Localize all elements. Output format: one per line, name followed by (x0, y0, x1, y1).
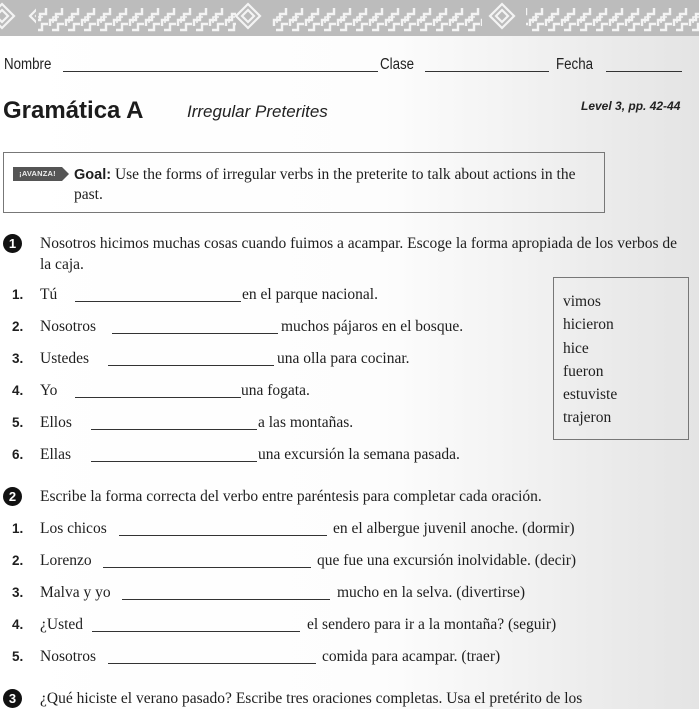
answer-blank[interactable] (75, 397, 241, 398)
word-bank-item: estuviste (563, 386, 618, 403)
answer-blank[interactable] (108, 365, 274, 366)
name-label: Nombre (4, 56, 52, 73)
goal-box (3, 152, 605, 213)
class-label: Clase (380, 56, 415, 73)
answer-blank[interactable] (91, 429, 257, 430)
page-title: Gramática A (3, 97, 144, 124)
word-bank-box (553, 277, 689, 440)
word-bank-item: trajeron (563, 409, 612, 426)
goal-description: Use the forms of irregular verbs in the preterite to talk about actions in the past. (74, 166, 576, 203)
name-field[interactable] (63, 56, 378, 72)
word-bank-item: vimos (563, 293, 601, 310)
answer-blank[interactable] (122, 599, 330, 600)
date-label: Fecha (556, 56, 594, 73)
answer-blank[interactable] (92, 631, 300, 632)
level-reference: Level 3, pp. 42-44 (581, 99, 681, 113)
answer-blank[interactable] (119, 535, 327, 536)
goal-text (74, 165, 599, 205)
word-bank-item: hice (563, 340, 589, 357)
word-bank-item: hicieron (563, 316, 614, 333)
greek-key-pattern-icon (0, 0, 699, 36)
decorative-border (0, 0, 699, 36)
answer-blank[interactable] (112, 333, 278, 334)
activity-2-instructions: Escribe la forma correcta del verbo entre paréntesis para completar cada oración. (40, 488, 542, 505)
activity-3-instructions: ¿Qué hiciste el verano pasado? Escribe tres oraciones completas. Usa el pretérito de los (40, 690, 583, 707)
activity-1-number: 1 (3, 234, 22, 253)
date-field[interactable] (606, 56, 682, 72)
word-bank-item: fueron (563, 363, 604, 380)
answer-blank[interactable] (91, 461, 257, 462)
answer-blank[interactable] (108, 663, 316, 664)
answer-blank[interactable] (103, 567, 311, 568)
avanza-badge: ¡AVANZA! (13, 167, 62, 181)
goal-label: Goal: (74, 167, 112, 183)
activity-2-number: 2 (3, 487, 22, 506)
activity-3-number: 3 (3, 689, 22, 708)
answer-blank[interactable] (75, 301, 241, 302)
page-subtitle: Irregular Preterites (187, 102, 328, 121)
class-field[interactable] (425, 56, 549, 72)
activity-1-instructions: Nosotros hicimos muchas cosas cuando fuimos a acampar. Escoge la forma apropiada de los verbos de la caja. (40, 235, 678, 273)
